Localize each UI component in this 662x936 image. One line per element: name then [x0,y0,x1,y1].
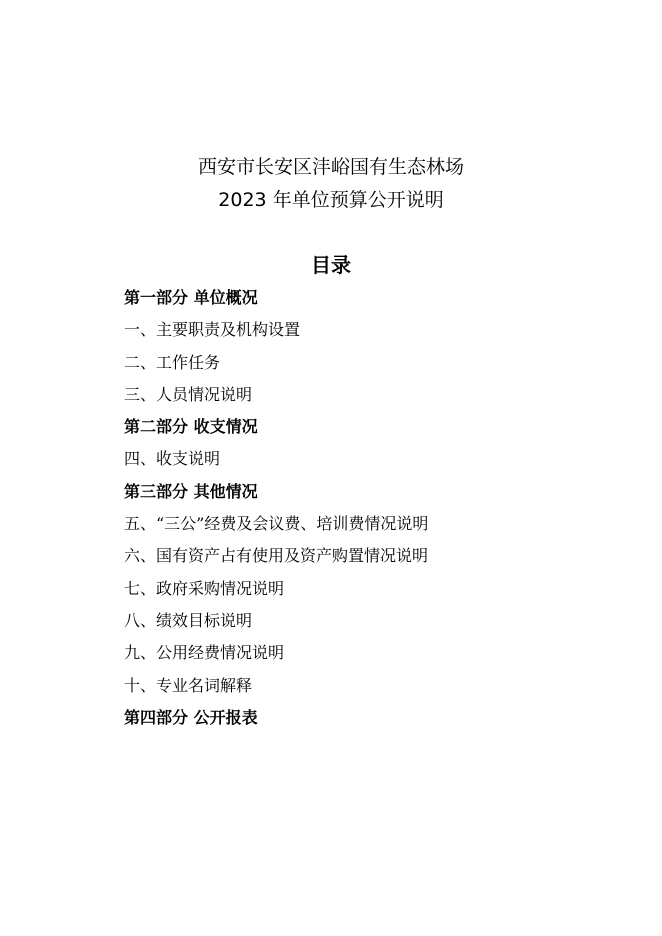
toc-part-2: 第二部分 收支情况 [124,417,258,437]
table-of-contents [124,284,624,736]
toc-section-1: 一、主要职责及机构设置 [124,320,301,340]
toc-heading: 目录 [311,253,351,277]
toc-section-10: 十、专业名词解释 [124,675,253,695]
toc-section-5: 五、“三公”经费及会议费、培训费情况说明 [124,514,429,534]
toc-section-9: 九、公用经费情况说明 [124,643,285,663]
document-title-line-1: 西安市长安区沣峪国有生态林场 [197,156,464,178]
toc-section-3: 三、人员情况说明 [124,384,253,404]
toc-section-4: 四、收支说明 [124,449,221,469]
toc-section-6: 六、国有资产占有使用及资产购置情况说明 [124,546,429,566]
toc-section-2: 二、工作任务 [124,352,221,372]
toc-part-1: 第一部分 单位概况 [124,288,258,307]
toc-section-7: 七、政府采购情况说明 [124,578,285,598]
toc-section-8: 八、绩效目标说明 [124,610,253,630]
toc-part-4: 第四部分 公开报表 [124,707,258,727]
document-title-line-2: 2023 年单位预算公开说明 [218,189,444,211]
toc-part-3: 第三部分 其他情况 [124,481,258,501]
